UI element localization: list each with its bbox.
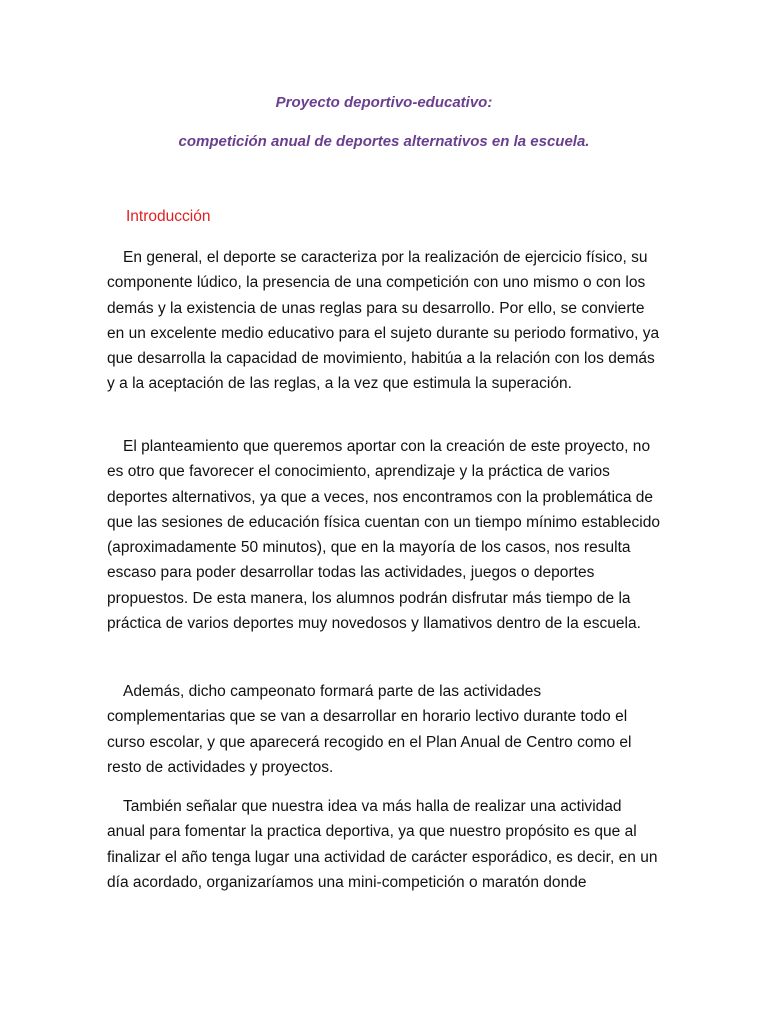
document-subtitle: competición anual de deportes alternativos en la escuela. bbox=[178, 133, 590, 150]
section-heading-introduccion: Introducción bbox=[126, 208, 211, 225]
paragraph-2: El planteamiento que queremos aportar con la creación de este proyecto, no es otro que favorecer el conocimiento, aprendizaje y la práctica de varios deportes alternativos, ya que a veces, nos encontramos con la problemática de que las sesiones de educación física cuentan con un tiempo mínimo establecido (aproximadamente 50 minutos), que en la mayoría de los casos, nos resulta escaso para poder desarrollar todas las actividades, juegos o deportes propuestos. De esta manera, los alumnos podrán disfrutar más tiempo de la práctica de varios deportes muy novedosos y llamativos dentro de la escuela. bbox=[107, 438, 660, 633]
document-title: Proyecto deportivo-educativo: bbox=[275, 94, 493, 111]
paragraph-3: Además, dicho campeonato formará parte de las actividades complementarias que se van a desarrollar en horario lectivo durante todo el curso escolar, y que aparecerá recogido en el Plan Anual de Centro como el resto de actividades y proyectos. bbox=[107, 683, 632, 776]
paragraph-4: También señalar que nuestra idea va más halla de realizar una actividad anual para fomentar la practica deportiva, ya que nuestro propósito es que al finalizar el año tenga lugar una actividad de carácter esporádico, es decir, en un día acordado, organizaríamos una mini-competición o maratón donde bbox=[107, 798, 658, 891]
paragraph-1: En general, el deporte se caracteriza por la realización de ejercicio físico, su componente lúdico, la presencia de una competición con uno mismo o con los demás y la existencia de unas reglas para su desarrollo. Por ello, se convierte en un excelente medio educativo para el sujeto durante su periodo formativo, ya que desarrolla la capacidad de movimiento, habitúa a la relación con los demás y a la aceptación de las reglas, a la vez que estimula la superación. bbox=[107, 249, 660, 393]
